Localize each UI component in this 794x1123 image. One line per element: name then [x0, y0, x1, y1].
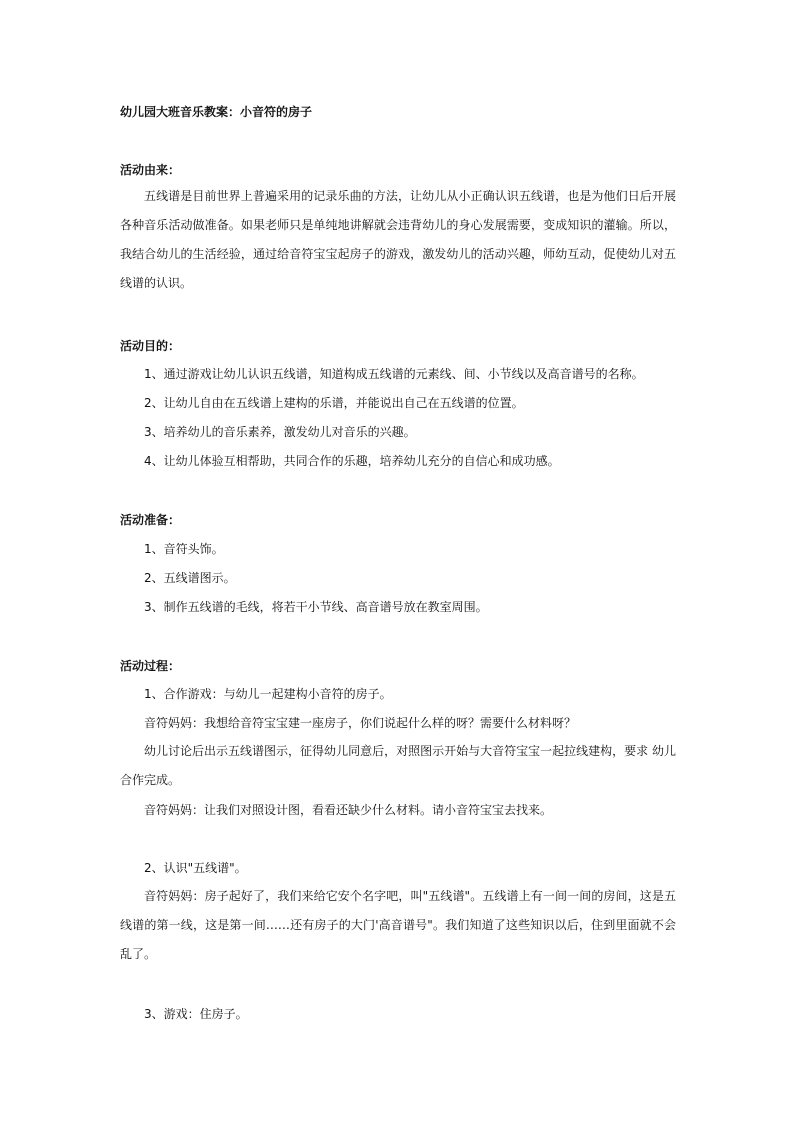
- origin-paragraph: 五线谱是目前世界上普遍采用的记录乐曲的方法，让幼儿从小正确认识五线谱，也是为他们日后开展各种音乐活动做准备。如果老师只是单纯地讲解就会违背幼儿的身心发展需要，变成知识的灌输。所以，我结合幼儿的生活经验，通过给音符宝宝起房子的游戏，激发幼儿的活动兴趣，师幼互动，促使幼儿对五线谱的认识。: [120, 189, 676, 290]
- goals-heading: 活动目的：: [120, 339, 181, 353]
- preparation-item-1: 1、音符头饰。: [144, 542, 224, 556]
- preparation-heading: 活动准备：: [120, 513, 181, 527]
- goal-item-1: 1、通过游戏让幼儿认识五线谱，知道构成五线谱的元素线、间、小节线以及高音谱号的名称。: [144, 367, 644, 381]
- goal-item-3: 3、培养幼儿的音乐素养，激发幼儿对音乐的兴趣。: [144, 425, 416, 439]
- process-discussion: 幼儿讨论后出示五线谱图示，征得幼儿同意后，对照图示开始与大音符宝宝一起拉线建构，要求 幼儿合作完成。: [120, 744, 676, 787]
- process-heading: 活动过程：: [120, 659, 181, 673]
- document-title: 幼儿园大班音乐教案：小音符的房子: [120, 105, 313, 119]
- process-mom-line-3: 音符妈妈：房子起好了，我们来给它安个名字吧，叫"五线谱"。五线谱上有一间一间的房间，这是五线谱的第一线，这是第一间……还有房子的大门'高音谱号"。我们知道了这些知识以后，住到里面就不会乱了。: [120, 889, 676, 961]
- preparation-item-2: 2、五线谱图示。: [144, 571, 236, 585]
- origin-heading: 活动由来：: [120, 163, 181, 177]
- process-step-3: 3、游戏：住房子。: [144, 1007, 248, 1021]
- goal-item-4: 4、让幼儿体验互相帮助，共同合作的乐趣，培养幼儿充分的自信心和成功感。: [144, 454, 560, 468]
- process-mom-line-1: 音符妈妈：我想给音符宝宝建一座房子，你们说起什么样的呀？需要什么材料呀？: [144, 716, 577, 730]
- goal-item-2: 2、让幼儿自由在五线谱上建构的乐谱，并能说出自己在五线谱的位置。: [144, 396, 524, 410]
- preparation-item-3: 3、制作五线谱的毛线，将若干小节线、高音谱号放在教室周围。: [144, 600, 488, 614]
- process-step-1: 1、合作游戏：与幼儿一起建构小音符的房子。: [144, 687, 392, 701]
- process-mom-line-2: 音符妈妈：让我们对照设计图，看看还缺少什么材料。请小音符宝宝去找来。: [144, 803, 553, 817]
- process-step-2: 2、认识"五线谱"。: [144, 861, 247, 875]
